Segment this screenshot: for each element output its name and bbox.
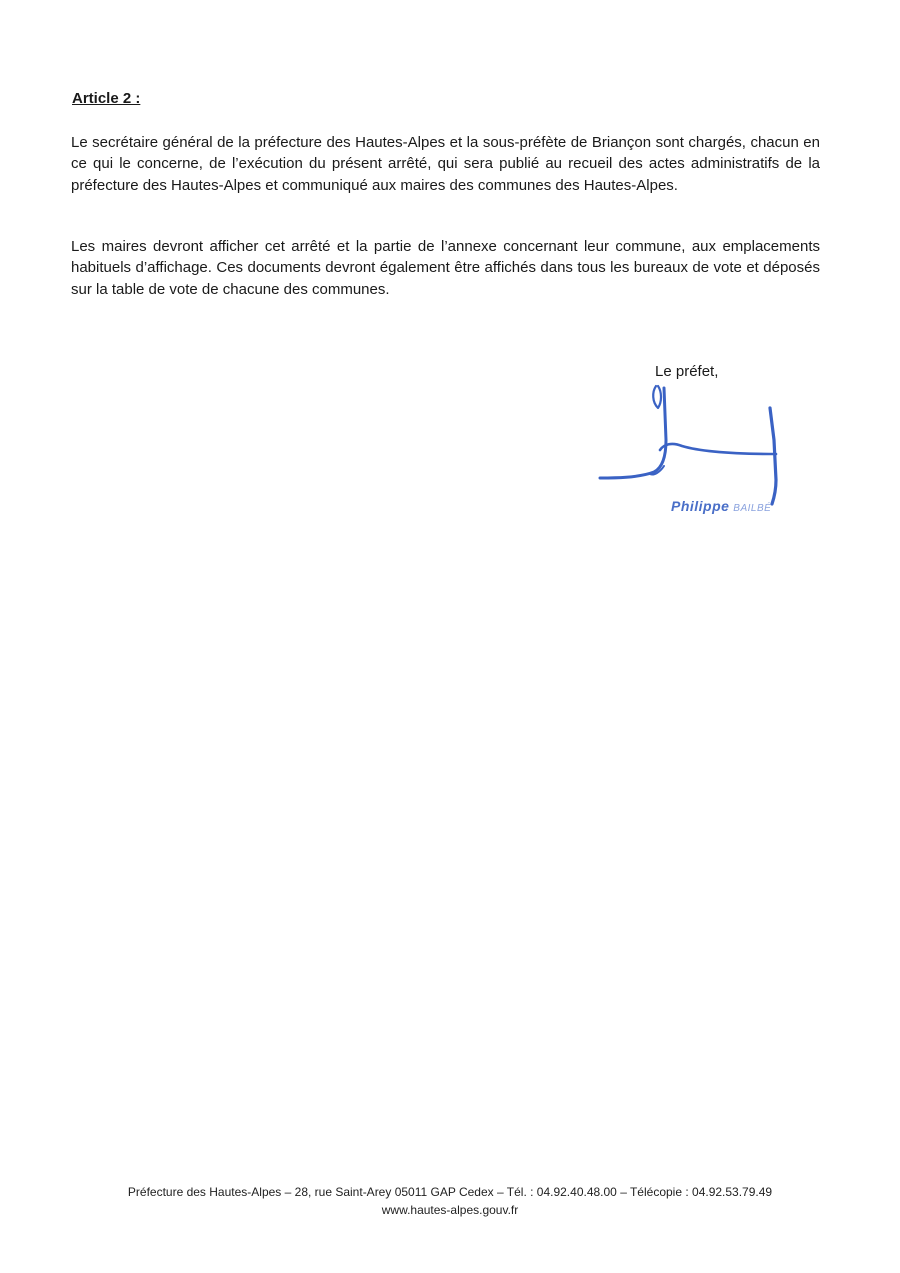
signatory-title: Le préfet, (655, 363, 719, 380)
footer-address: Préfecture des Hautes-Alpes – 28, rue Saint-Arey 05011 GAP Cedex – Tél. : 04.92.40.48.00 – Télécopie : 04.92.53.79.49 (127, 1185, 773, 1199)
page-footer (0, 1184, 900, 1219)
stamp-first-name: Philippe (671, 498, 730, 514)
stamp-last-name: BAILBÉ (733, 503, 772, 514)
signature-stamp (671, 498, 771, 514)
paragraph-execution: Le secrétaire général de la préfecture des Hautes-Alpes et la sous-préfète de Briançon sont chargés, chacun en ce qui le concerne, de l’exécution du présent arrêté, qui sera publié au recueil des actes administratifs de la préfecture des Hautes-Alpes et communiqué aux maires des communes des Hautes-Alpes. (71, 134, 820, 194)
article-heading: Article 2 : (72, 90, 141, 107)
footer-website: www.hautes-alpes.gouv.fr (381, 1202, 519, 1217)
paragraph-display: Les maires devront afficher cet arrêté et la partie de l’annexe concernant leur commune, aux emplacements habituels d’affichage. Ces documents devront également être affichés dans tous les bureaux de vote et déposés sur la table de vote de chacune des communes. (71, 238, 820, 298)
